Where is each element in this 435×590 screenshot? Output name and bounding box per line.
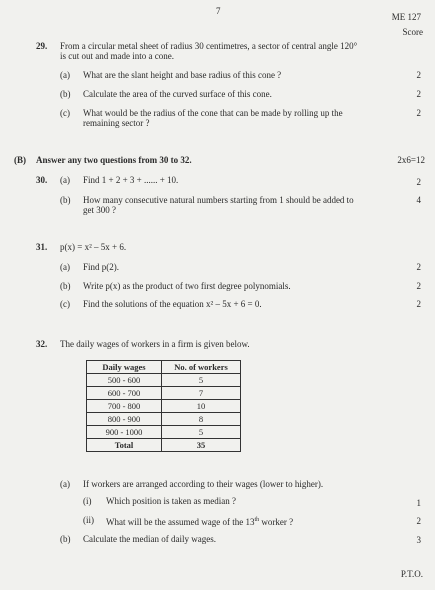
q29-number: 29. xyxy=(36,41,48,51)
q29a-text: What are the slant height and base radius of this cone ? xyxy=(83,70,282,80)
q32b-text: Calculate the median of daily wages. xyxy=(83,534,216,544)
section-b-marks: 2x6=12 xyxy=(397,155,425,165)
wage-class-cell: 900 - 1000 xyxy=(87,426,162,439)
section-b-instruction: Answer any two questions from 30 to 32. xyxy=(36,155,192,165)
score-label: Score xyxy=(402,27,423,37)
q32ai-text: Which position is taken as median ? xyxy=(106,496,236,506)
q32a-label: (a) xyxy=(60,479,70,489)
wage-class-cell: 700 - 800 xyxy=(87,400,162,413)
q32aii-label: (ii) xyxy=(83,515,94,525)
table-row xyxy=(87,387,241,400)
q32aii-text-post: worker ? xyxy=(259,517,294,527)
wage-class-cell: 500 - 600 xyxy=(87,374,162,387)
table-header-daily-wages: Daily wages xyxy=(87,361,162,374)
q32aii-text xyxy=(106,515,293,528)
table-total-row xyxy=(87,439,241,452)
worker-count-cell: 5 xyxy=(162,374,241,387)
q29c-label: (c) xyxy=(60,108,70,118)
q32ai-score: 1 xyxy=(416,498,421,508)
q29b-score: 2 xyxy=(416,89,421,99)
q32-number: 32. xyxy=(36,339,48,349)
paper-code: ME 127 xyxy=(391,12,421,22)
q31a-score: 2 xyxy=(416,262,421,272)
worker-count-cell: 5 xyxy=(162,426,241,439)
q31b-text: Write p(x) as the product of two first degree polynomials. xyxy=(83,281,291,291)
q32b-score: 3 xyxy=(416,535,421,545)
q30b-score: 4 xyxy=(416,195,421,205)
page-number: 7 xyxy=(216,6,221,16)
q29-text: From a circular metal sheet of radius 30 centimetres, a sector of central angle 120° xyxy=(60,41,358,51)
q32a-text: If workers are arranged according to their wages (lower to higher). xyxy=(83,479,324,489)
q29c-text-2: remaining sector ? xyxy=(83,118,150,128)
q31c-score: 2 xyxy=(416,299,421,309)
q31a-text: Find p(2). xyxy=(83,262,119,272)
q30-number: 30. xyxy=(36,175,48,185)
q30a-label: (a) xyxy=(60,175,70,185)
worker-count-cell: 10 xyxy=(162,400,241,413)
q30b-text-2: get 300 ? xyxy=(83,205,116,215)
q29c-text: What would be the radius of the cone that can be made by rolling up the xyxy=(83,108,343,118)
section-b-label: (B) xyxy=(14,155,26,165)
q30a-text: Find 1 + 2 + 3 + ...... + 10. xyxy=(83,175,179,185)
wage-class-cell: 600 - 700 xyxy=(87,387,162,400)
worker-count-cell: 8 xyxy=(162,413,241,426)
q30b-text: How many consecutive natural numbers starting from 1 should be added to xyxy=(83,195,354,205)
q32-text: The daily wages of workers in a firm is given below. xyxy=(60,339,250,349)
q31b-label: (b) xyxy=(60,281,71,291)
q31-number: 31. xyxy=(36,242,48,252)
table-row xyxy=(87,413,241,426)
total-value-cell: 35 xyxy=(162,439,241,452)
wages-table xyxy=(86,360,241,452)
q31c-text: Find the solutions of the equation x² – 5x + 6 = 0. xyxy=(83,299,262,309)
table-header-row xyxy=(87,361,241,374)
q32aii-sup: th xyxy=(254,517,260,523)
q31b-score: 2 xyxy=(416,281,421,291)
q32aii-text-pre: What will be the assumed wage of the 13 xyxy=(106,517,255,527)
q30b-label: (b) xyxy=(60,195,71,205)
q29a-label: (a) xyxy=(60,70,70,80)
table-header-workers: No. of workers xyxy=(162,361,241,374)
q31a-label: (a) xyxy=(60,262,70,272)
wage-class-cell: 800 - 900 xyxy=(87,413,162,426)
total-label-cell: Total xyxy=(87,439,162,452)
q30a-score: 2 xyxy=(416,177,421,187)
pto-label: P.T.O. xyxy=(400,569,423,579)
table-row xyxy=(87,374,241,387)
q29-text-2: is cut out and made into a cone. xyxy=(60,51,174,61)
q31c-label: (c) xyxy=(60,299,70,309)
q32b-label: (b) xyxy=(60,534,71,544)
worker-count-cell: 7 xyxy=(162,387,241,400)
q31-expression: p(x) = x² – 5x + 6. xyxy=(60,242,127,252)
table-row xyxy=(87,400,241,413)
q32ai-label: (i) xyxy=(83,496,92,506)
table-row xyxy=(87,426,241,439)
q29b-text: Calculate the area of the curved surface of this cone. xyxy=(83,89,272,99)
q29a-score: 2 xyxy=(416,70,421,80)
q29b-label: (b) xyxy=(60,89,71,99)
q29c-score: 2 xyxy=(416,108,421,118)
q32aii-score: 2 xyxy=(416,516,421,526)
